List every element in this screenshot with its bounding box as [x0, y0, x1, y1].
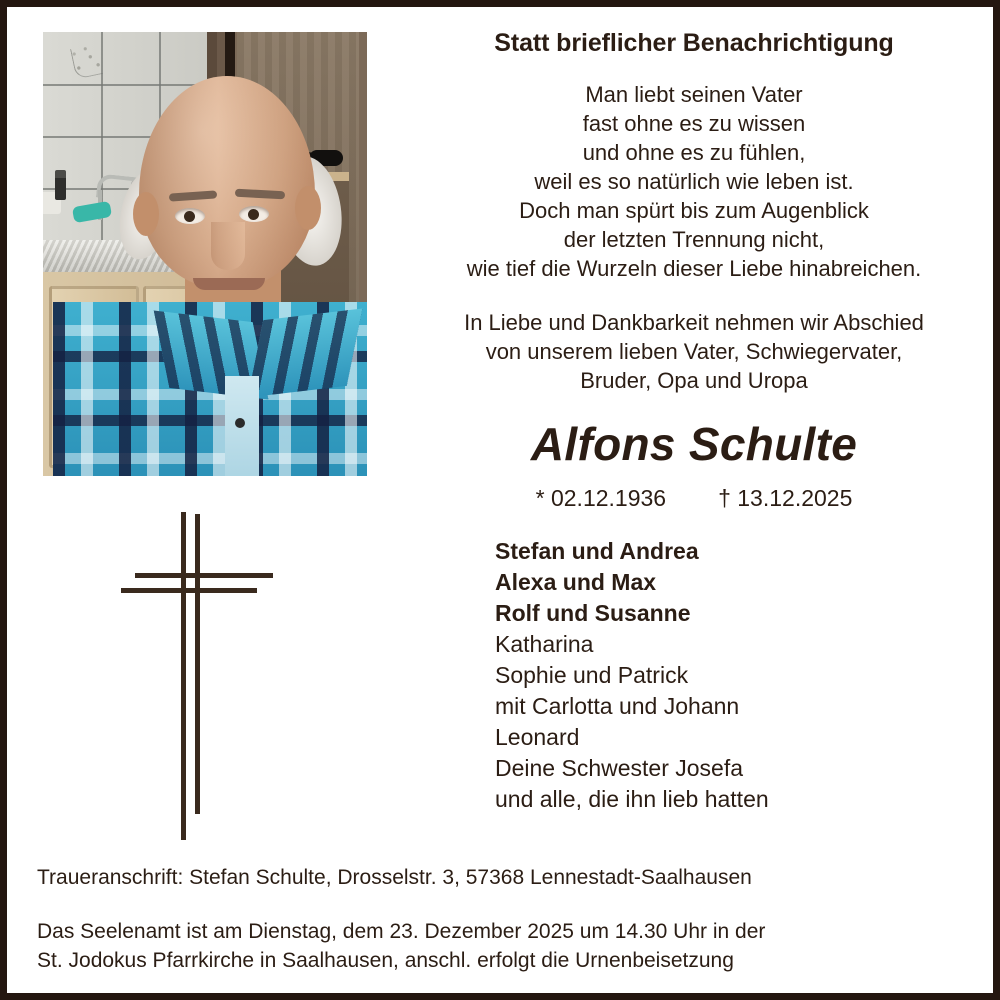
mourner-line: Deine Schwester Josefa	[495, 755, 744, 781]
dedication-line: von unserem lieben Vater, Schwiegervater,	[485, 339, 903, 364]
left-column	[7, 7, 395, 847]
memorial-poem	[395, 80, 993, 283]
dedication-line: Bruder, Opa und Uropa	[580, 368, 808, 393]
mourner-line: Sophie und Patrick	[495, 662, 689, 688]
poem-line: und ohne es zu fühlen,	[582, 140, 806, 165]
death-date: † 13.12.2025	[718, 485, 853, 511]
notice-footer	[37, 863, 973, 975]
service-line: Das Seelenamt ist am Dienstag, dem 23. Dezember 2025 um 14.30 Uhr in der	[37, 920, 766, 943]
poem-line: der letzten Trennung nicht,	[563, 227, 825, 252]
mourner-line: Rolf und Susanne	[495, 600, 691, 626]
poem-line: fast ohne es zu wissen	[582, 111, 806, 136]
mourner-line: Katharina	[495, 631, 594, 657]
deceased-name: Alfons Schulte	[530, 418, 858, 470]
eye-left	[175, 208, 205, 224]
tile-floral-motif	[65, 40, 111, 80]
ear-left	[133, 192, 159, 236]
eye-right	[239, 206, 269, 222]
shirt-collar-right	[248, 308, 363, 397]
kitchen-bottle	[55, 170, 66, 200]
right-column	[395, 7, 993, 847]
birth-date: * 02.12.1936	[535, 485, 667, 511]
mourners-list	[395, 536, 993, 815]
notice-headline: Statt brieflicher Benachrichtigung	[494, 29, 894, 57]
mouth	[193, 278, 265, 290]
mourner-line: mit Carlotta und Johann	[495, 693, 740, 719]
portrait-photo	[43, 32, 367, 476]
ear-right	[295, 186, 321, 230]
poem-line: Doch man spürt bis zum Augenblick	[519, 198, 869, 223]
nose	[211, 222, 245, 270]
mourner-line: und alle, die ihn lieb hatten	[495, 786, 769, 812]
mourner-line: Leonard	[495, 724, 580, 750]
poem-line: weil es so natürlich wie leben ist.	[534, 169, 854, 194]
mourner-line: Alexa und Max	[495, 569, 657, 595]
poem-line: wie tief die Wurzeln dieser Liebe hinabreichen.	[466, 256, 922, 281]
portrait-subject	[107, 76, 367, 476]
service-line: St. Jodokus Pfarrkirche in Saalhausen, anschl. erfolgt die Urnenbeisetzung	[37, 949, 734, 972]
christian-cross-icon	[119, 512, 289, 847]
mourning-address: Traueranschrift: Stefan Schulte, Drosselstr. 3, 57368 Lennestadt-Saalhausen	[37, 866, 752, 889]
poem-line: Man liebt seinen Vater	[585, 82, 803, 107]
dedication-line: In Liebe und Dankbarkeit nehmen wir Abschied	[464, 310, 924, 335]
photo-scene	[43, 32, 367, 476]
mourner-line: Stefan und Andrea	[495, 538, 699, 564]
service-details	[37, 917, 973, 975]
shirt-button	[235, 418, 245, 428]
dedication-text	[395, 308, 993, 395]
notice-inner	[7, 7, 993, 993]
life-dates	[395, 485, 993, 512]
